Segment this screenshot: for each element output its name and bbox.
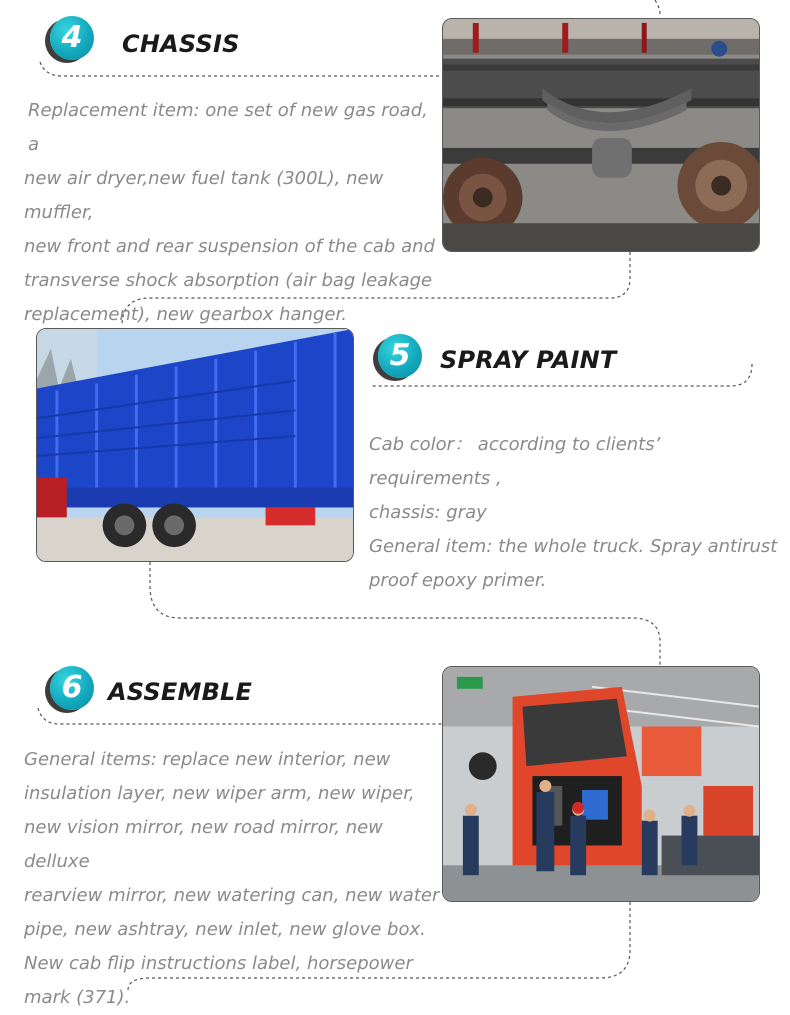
- text-line: Replacement item: one set of new gas road, a: [28, 100, 428, 155]
- assemble-description: [24, 743, 444, 1015]
- text-line: mark (371).: [24, 987, 131, 1008]
- text-line: General items: replace new interior, new: [24, 749, 391, 770]
- text-line: pipe, new ashtray, new inlet, new glove box.: [24, 919, 426, 940]
- text-line: rearview mirror, new watering can, new water: [24, 885, 440, 906]
- text-line: chassis: gray: [369, 502, 487, 523]
- text-line: replacement), new gearbox hanger.: [24, 304, 347, 325]
- chassis-suspension-photo: [442, 18, 760, 252]
- step-number-badge: 4: [50, 16, 94, 60]
- text-line: proof epoxy primer.: [369, 570, 547, 591]
- text-line: insulation layer, new wiper arm, new wiper,: [24, 783, 415, 804]
- section-heading-spray-paint: SPRAY PAINT: [440, 346, 617, 374]
- text-line: New cab flip instructions label, horsepower: [24, 953, 413, 974]
- text-line: new vision mirror, new road mirror, new delluxe: [24, 817, 383, 872]
- assembly-workshop-photo: [442, 666, 760, 902]
- step-number-badge: 6: [50, 666, 94, 710]
- chassis-description: [24, 94, 444, 332]
- text-line: Cab color： according to clients’ requirements ,: [369, 434, 661, 489]
- blue-cargo-truck-photo: [36, 328, 354, 562]
- text-line: new air dryer,new fuel tank (300L), new muffler,: [24, 168, 384, 223]
- text-line: General item: the whole truck. Spray antirust: [369, 536, 778, 557]
- text-line: new front and rear suspension of the cab and: [24, 236, 435, 257]
- step-number-badge: 5: [378, 334, 422, 378]
- section-heading-chassis: CHASSIS: [122, 30, 240, 58]
- section-heading-assemble: ASSEMBLE: [108, 678, 253, 706]
- spray-paint-description: [369, 428, 784, 598]
- text-line: transverse shock absorption (air bag leakage: [24, 270, 433, 291]
